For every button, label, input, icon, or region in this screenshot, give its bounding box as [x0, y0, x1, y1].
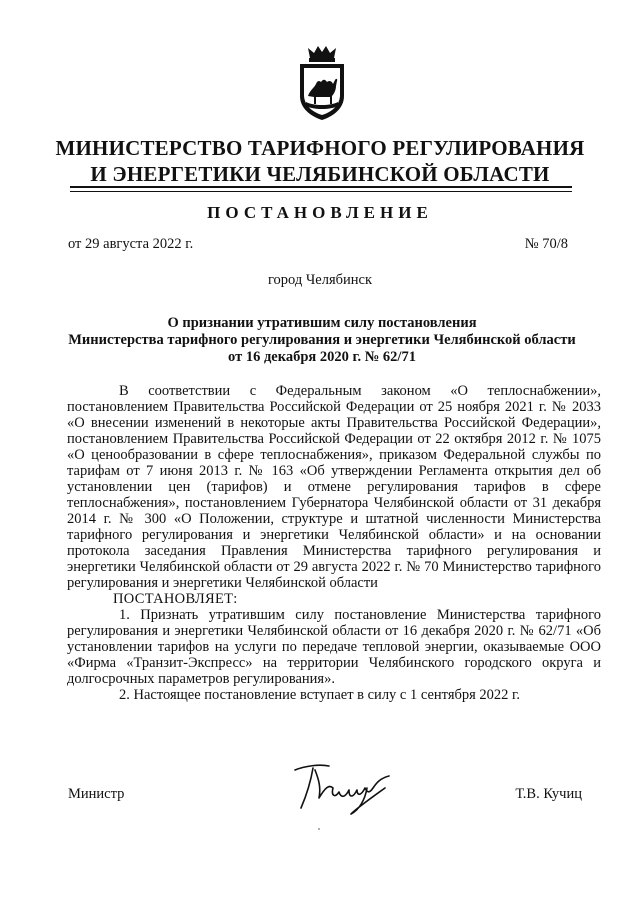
ministry-name-line2: И ЭНЕРГЕТИКИ ЧЕЛЯБИНСКОЙ ОБЛАСТИ	[90, 162, 550, 186]
document-date: от 29 августа 2022 г.	[68, 236, 194, 252]
coat-of-arms-icon	[294, 44, 350, 122]
document-title-line1: О признании утратившим силу постановления	[167, 315, 477, 331]
document-title	[60, 315, 584, 366]
header-divider-thin	[70, 191, 572, 192]
item-1-paragraph: 1. Признать утратившим силу постановление Министерства тарифного регулирования и энергетики Челябинской области от 16 декабря 2020 г. № 62/71 «Об установлении тарифов на услуги по передаче тепловой энергии, оказываемые ООО «Фирма «Транзит-Экспресс» на территории Челябинского городского округа и долгосрочных параметров регулирования».	[67, 607, 601, 687]
signatory-name: Т.В. Кучиц	[515, 786, 582, 802]
scan-speck	[318, 828, 320, 830]
document-title-line2: Министерства тарифного регулирования и энергетики Челябинской области	[68, 332, 576, 348]
document-number: № 70/8	[524, 236, 568, 252]
document-body	[67, 383, 601, 703]
preamble-paragraph: В соответствии с Федеральным законом «О теплоснабжении», постановлением Правительства Российской Федерации от 25 ноября 2021 г. № 2033 «О внесении изменений в некоторые акты Правительства Российской Федерации», постановлением Правительства Российской Федерации от 22 октября 2012 г. № 1075 «О ценообразовании в сфере теплоснабжения», приказом Федеральной службы по тарифам от 7 июня 2013 г. № 163 «Об утверждении Регламента открытия дел об установлении цен (тарифов) и отмене регулирования тарифов в сфере теплоснабжения», постановлением Губернатора Челябинской области от 31 декабря 2014 г. № 300 «О Положении, структуре и штатной численности Министерства тарифного регулирования и энергетики Челябинской области» и на основании протокола заседания Правления Министерства тарифного регулирования и энергетики Челябинской области от 29 августа 2022 г. № 70 Министерство тарифного регулирования и энергетики Челябинской области	[67, 383, 601, 591]
decree-word: ПОСТАНОВЛЯЕТ:	[113, 591, 238, 607]
ministry-name-line1: МИНИСТЕРСТВО ТАРИФНОГО РЕГУЛИРОВАНИЯ	[55, 136, 585, 160]
document-city: город Челябинск	[267, 272, 373, 288]
document-type: ПОСТАНОВЛЕНИЕ	[207, 203, 433, 222]
item-2-paragraph: 2. Настоящее постановление вступает в силу с 1 сентября 2022 г.	[119, 687, 520, 703]
ministry-name	[40, 135, 600, 187]
signatory-position: Министр	[68, 786, 125, 802]
header-divider-thick	[70, 186, 572, 188]
document-title-line3: от 16 декабря 2020 г. № 62/71	[228, 349, 416, 365]
handwritten-signature-icon	[285, 758, 415, 818]
